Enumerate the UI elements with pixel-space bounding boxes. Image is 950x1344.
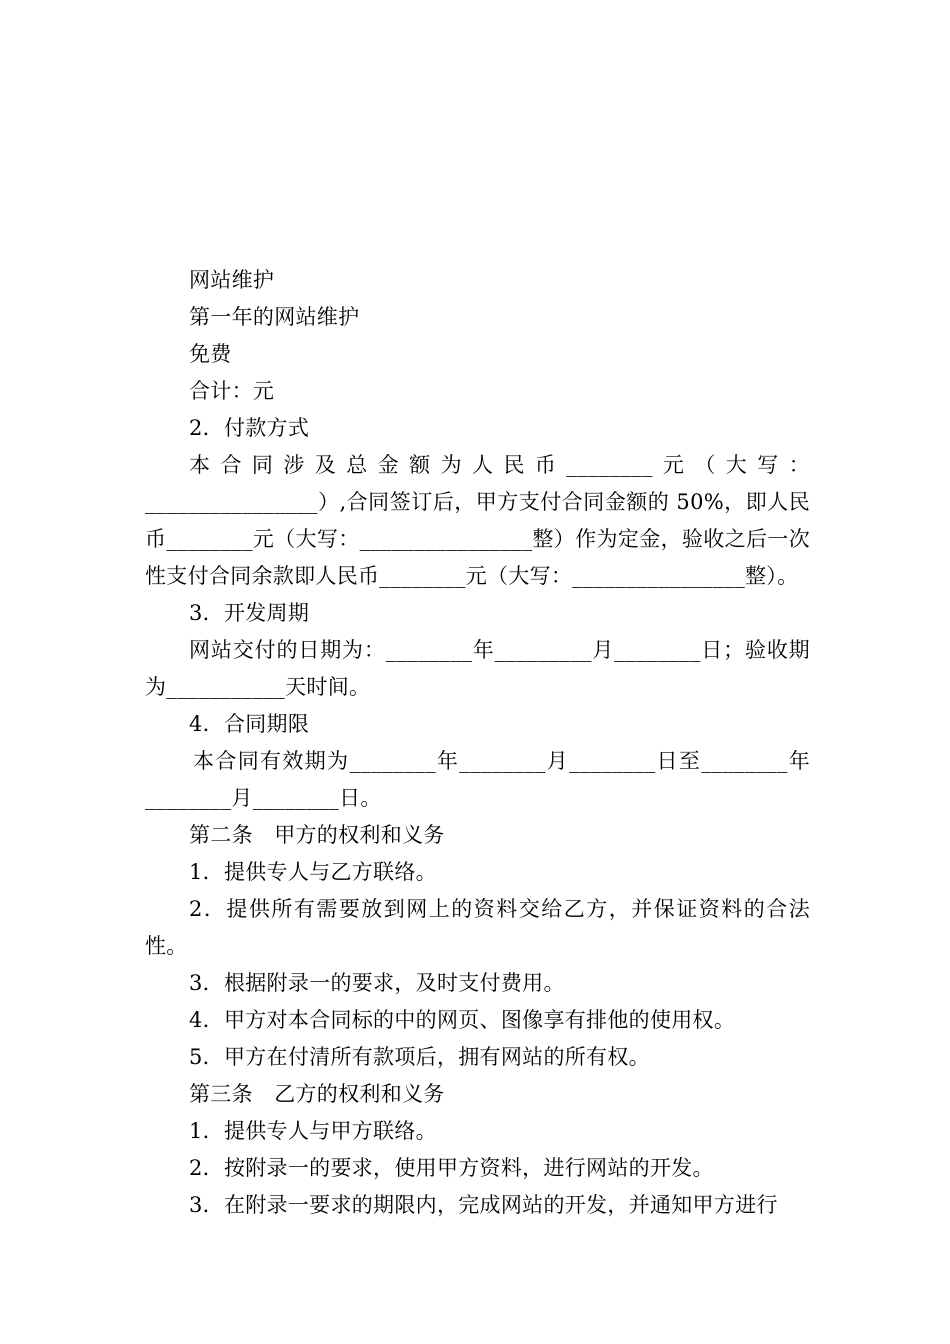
paragraph-delivery-date: 网站交付的日期为：________年_________月________日；验收期为___________天时间。 bbox=[145, 638, 810, 699]
heading-payment-method: 2．付款方式 bbox=[189, 416, 310, 440]
list-item: 1．提供专人与甲方联络。 bbox=[189, 1119, 437, 1143]
heading-contract-term: 4．合同期限 bbox=[189, 712, 310, 736]
list-item: 1．提供专人与乙方联络。 bbox=[189, 860, 437, 884]
list-item: 3．根据附录一的要求，及时支付费用。 bbox=[189, 971, 565, 995]
document-body bbox=[145, 262, 810, 1224]
paragraph-website-maintenance: 网站维护 bbox=[189, 268, 275, 292]
paragraph-free: 免费 bbox=[189, 342, 232, 366]
list-item: 3．在附录一要求的期限内，完成网站的开发，并通知甲方进行 bbox=[189, 1193, 778, 1217]
heading-article-two: 第二条 甲方的权利和义务 bbox=[189, 823, 445, 847]
list-item: 4．甲方对本合同标的中的网页、图像享有排他的使用权。 bbox=[189, 1008, 736, 1032]
paragraph-payment-terms: 本合同涉及总金额为人民币________元（大写：________________）,合同签订后，甲方支付合同金额的 50%，即人民币________元（大写：________________整）作为定金，验收之后一次性支付合同余款即人民币________元（大写：________________整）。 bbox=[145, 453, 810, 588]
list-item: 2．按附录一的要求，使用甲方资料，进行网站的开发。 bbox=[189, 1156, 714, 1180]
list-item: 2．提供所有需要放到网上的资料交给乙方，并保证资料的合法性。 bbox=[145, 897, 810, 958]
heading-development-period: 3．开发周期 bbox=[189, 601, 310, 625]
paragraph-validity-period: 本合同有效期为________年________月________日至________年________月________日。 bbox=[145, 749, 810, 810]
paragraph-first-year-maintenance: 第一年的网站维护 bbox=[189, 305, 360, 329]
list-item: 5．甲方在付清所有款项后，拥有网站的所有权。 bbox=[189, 1045, 650, 1069]
heading-article-three: 第三条 乙方的权利和义务 bbox=[189, 1082, 445, 1106]
paragraph-total: 合计：元 bbox=[189, 379, 275, 403]
